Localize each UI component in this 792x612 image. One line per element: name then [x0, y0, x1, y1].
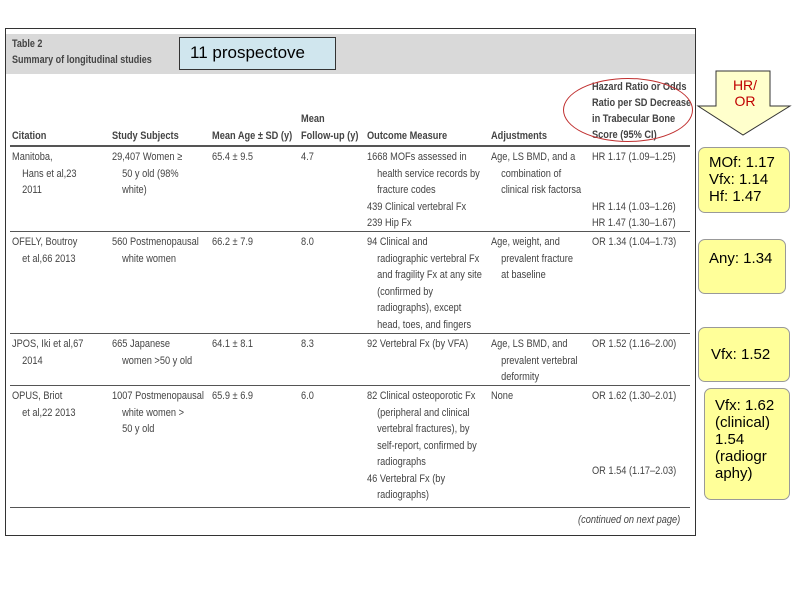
- summary-box-jpos: [698, 327, 790, 382]
- summary-line: (radiogr: [715, 448, 767, 465]
- summary-box-opus: [704, 388, 790, 500]
- header-followup-line1: Mean: [301, 113, 325, 125]
- row-divider: [10, 333, 690, 334]
- row2-subjects-line: 560 Postmenopausal: [112, 236, 199, 248]
- row3-citation-line: JPOS, Iki et al,67: [12, 338, 84, 350]
- row3-adjustments: [491, 336, 578, 386]
- row2-subjects-line: white women: [122, 252, 177, 265]
- hr-column-highlight-ellipse: [563, 78, 693, 142]
- header-adjustments: Adjustments: [491, 130, 547, 142]
- table-bottom-rule: [10, 507, 690, 508]
- row1-outcome-line: 439 Clinical vertebral Fx: [367, 200, 467, 213]
- prospective-callout: 11 prospectove: [179, 37, 336, 70]
- summary-line: Hf: 1.47: [709, 188, 762, 205]
- row4-outcome-line: radiographs: [377, 456, 426, 468]
- row1-hr-hip: HR 1.47 (1.30–1.67): [592, 217, 676, 229]
- row2-outcome-line: 94 Clinical and: [367, 236, 428, 248]
- row1-subjects-line: 29,407 Women ≥: [112, 151, 183, 163]
- continued-note: (continued on next page): [578, 514, 681, 526]
- header-hr-line4: Score (95% CI): [592, 129, 657, 141]
- row2-adjustments-line: Age, weight, and: [491, 236, 560, 248]
- row2-hr: OR 1.34 (1.04–1.73): [592, 236, 677, 248]
- row4-age: 65.9 ± 6.9: [212, 390, 254, 402]
- summary-line: 1.54: [715, 431, 745, 448]
- header-outcome: Outcome Measure: [367, 130, 448, 142]
- header-mean-age: Mean Age ± SD (y): [212, 130, 293, 142]
- row4-citation: [12, 388, 76, 421]
- row3-age: 64.1 ± 8.1: [212, 338, 254, 350]
- row2-outcome-line: and fragility Fx at any site: [377, 269, 482, 281]
- summary-box-ofely: [698, 239, 786, 294]
- row1-outcome-line: 1668 MOFs assessed in: [367, 151, 467, 163]
- row1-adjustments: [491, 149, 581, 199]
- row3-adjustments-line: prevalent vertebral: [501, 354, 578, 367]
- row3-outcome: 92 Vertebral Fx (by VFA): [367, 338, 469, 350]
- row1-hr-mof: HR 1.17 (1.09–1.25): [592, 151, 676, 163]
- summary-line: aphy): [715, 465, 753, 482]
- header-rule: [10, 145, 690, 147]
- summary-line: (clinical): [715, 414, 771, 431]
- hr-or-label-line: HR/: [732, 77, 758, 93]
- table-label: Table 2: [12, 38, 43, 50]
- row-divider: [10, 231, 690, 232]
- row1-adjustments-line: clinical risk factorsa: [501, 184, 582, 196]
- row3-adjustments-line: deformity: [501, 371, 540, 383]
- row4-outcome-line: 46 Vertebral Fx (by: [367, 472, 446, 485]
- row4-adjustments: None: [491, 390, 514, 402]
- row4-hr-clinical: OR 1.62 (1.30–2.01): [592, 390, 677, 402]
- row4-outcome-line: radiographs): [377, 489, 429, 501]
- summary-box-manitoba: [698, 147, 790, 213]
- header-followup-line2: Follow-up (y): [301, 130, 359, 142]
- row1-subjects-line: white): [122, 184, 147, 196]
- row3-subjects-line: 665 Japanese: [112, 338, 171, 350]
- row3-hr: OR 1.52 (1.16–2.00): [592, 338, 677, 350]
- row2-outcome-line: head, toes, and fingers: [377, 318, 472, 331]
- row1-citation-line: 2011: [22, 184, 42, 196]
- row2-adjustments-line: prevalent fracture: [501, 252, 573, 265]
- row1-hr: [592, 149, 676, 232]
- row3-subjects-line: women >50 y old: [122, 354, 193, 367]
- row2-followup: 8.0: [301, 236, 314, 248]
- row1-adjustments-line: combination of: [501, 167, 562, 180]
- header-hr-line2: Ratio per SD Decrease: [592, 97, 692, 109]
- row1-followup: 4.7: [301, 151, 314, 163]
- row4-hr-vertebral: OR 1.54 (1.17–2.03): [592, 464, 677, 477]
- row4-hr: [592, 388, 676, 479]
- row4-subjects: [112, 388, 204, 438]
- row3-followup: 8.3: [301, 338, 314, 350]
- row2-outcome-line: (confirmed by: [377, 285, 434, 298]
- row2-citation: [12, 234, 77, 267]
- row3-adjustments-line: Age, LS BMD, and: [491, 338, 568, 350]
- row4-citation-line: et al,22 2013: [22, 406, 76, 419]
- row4-citation-line: OPUS, Briot: [12, 390, 63, 402]
- row2-outcome-line: radiographs), except: [377, 302, 462, 314]
- row1-outcome-line: fracture codes: [377, 184, 436, 196]
- row4-subjects-line: 1007 Postmenopausal: [112, 390, 204, 402]
- row1-citation: [12, 149, 77, 199]
- hr-or-label-line: OR: [734, 93, 756, 109]
- row1-citation-line: Hans et al,23: [22, 167, 77, 180]
- row2-age: 66.2 ± 7.9: [212, 236, 254, 248]
- header-study-subjects: Study Subjects: [112, 130, 179, 142]
- row4-subjects-line: 50 y old: [122, 423, 155, 435]
- summary-line: Vfx: 1.14: [709, 171, 769, 188]
- row2-adjustments: [491, 234, 573, 284]
- table-title: Summary of longitudinal studies: [12, 54, 152, 66]
- row4-outcome-line: self-report, confirmed by: [377, 439, 477, 452]
- row3-citation: [12, 336, 83, 369]
- header-citation: Citation: [12, 130, 47, 142]
- row1-outcome-line: 239 Hip Fx: [367, 217, 412, 229]
- summary-line: Vfx: 1.52: [711, 346, 771, 363]
- row1-age: 65.4 ± 9.5: [212, 151, 254, 163]
- row1-outcome-line: health service records by: [377, 167, 480, 180]
- summary-line: MOf: 1.17: [709, 154, 775, 171]
- row1-adjustments-line: Age, LS BMD, and a: [491, 151, 576, 163]
- summary-line: Any: 1.34: [709, 250, 773, 267]
- row3-citation-line: 2014: [22, 354, 43, 367]
- row2-outcome: [367, 234, 482, 333]
- row1-subjects-line: 50 y old (98%: [122, 167, 179, 180]
- row2-adjustments-line: at baseline: [501, 269, 546, 281]
- row2-citation-line: OFELY, Boutroy: [12, 236, 78, 248]
- row4-outcome: [367, 388, 477, 504]
- row4-outcome-line: 82 Clinical osteoporotic Fx: [367, 390, 476, 402]
- row4-subjects-line: white women >: [122, 406, 184, 419]
- row4-outcome-line: vertebral fractures), by: [377, 423, 470, 435]
- summary-line: Vfx: 1.62: [715, 397, 775, 414]
- header-hr-line1: Hazard Ratio or Odds: [592, 81, 687, 93]
- row1-hr-vertebral: HR 1.14 (1.03–1.26): [592, 200, 676, 213]
- row1-subjects: [112, 149, 182, 199]
- header-hr-line3: in Trabecular Bone: [592, 113, 676, 125]
- row1-citation-line: Manitoba,: [12, 151, 53, 163]
- row2-outcome-line: radiographic vertebral Fx: [377, 252, 480, 265]
- hr-or-label: [722, 77, 768, 109]
- row1-outcome: [367, 149, 480, 232]
- row3-subjects: [112, 336, 192, 369]
- row4-followup: 6.0: [301, 390, 314, 402]
- row2-citation-line: et al,66 2013: [22, 252, 76, 265]
- row4-outcome-line: (peripheral and clinical: [377, 406, 470, 419]
- row2-subjects: [112, 234, 199, 267]
- row-divider: [10, 385, 690, 386]
